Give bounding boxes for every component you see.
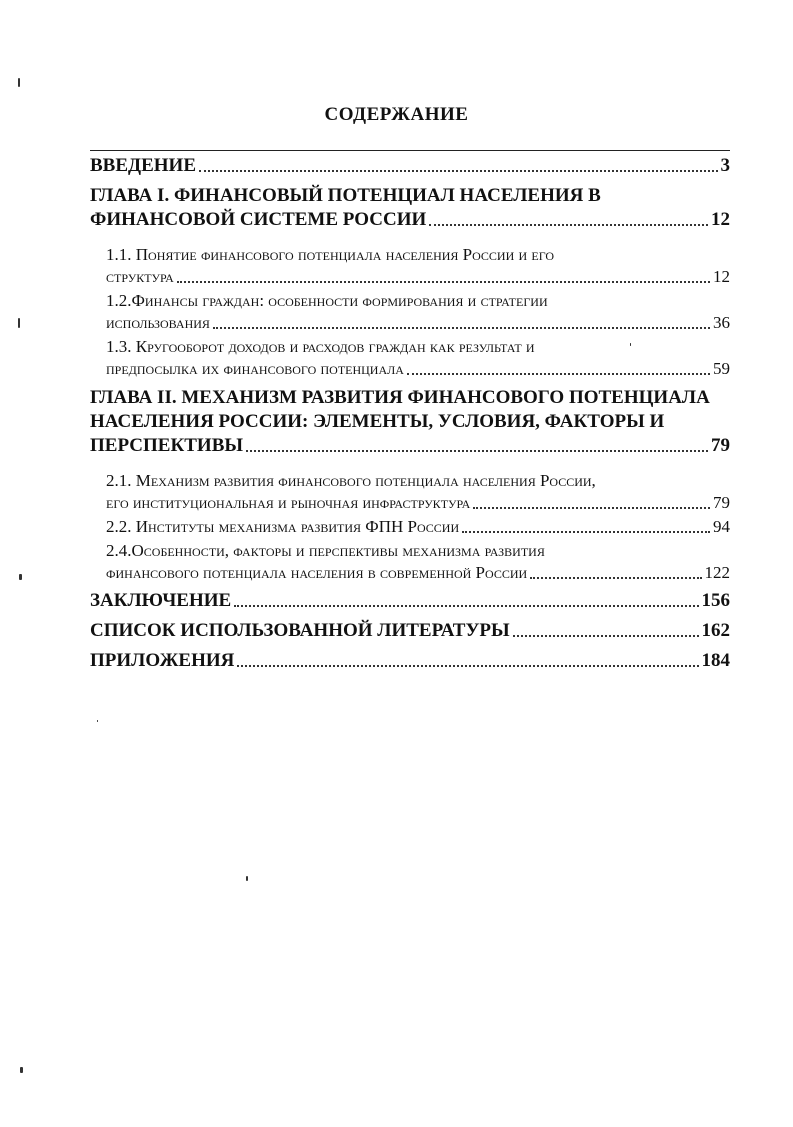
toc-page-number: 12: [711, 209, 730, 230]
toc-page-number: 79: [713, 493, 730, 512]
toc-entry-text: использования: [106, 313, 210, 332]
toc-page-number: 3: [720, 155, 730, 176]
toc-entry-text: ПЕРСПЕКТИВЫ: [90, 435, 244, 456]
toc-page-number: 12: [713, 267, 730, 286]
dot-leader: [177, 281, 710, 283]
toc-chapter-entry: [90, 386, 730, 458]
dot-leader: [429, 224, 708, 226]
dot-leader: [234, 605, 698, 607]
toc-section-entry: [90, 244, 730, 288]
dot-leader: [530, 577, 701, 579]
toc-chapter-entry: [90, 619, 730, 643]
toc-entry-text: ЗАКЛЮЧЕНИЕ: [90, 590, 232, 611]
toc-section-entry: [90, 290, 730, 334]
scan-speck: [630, 343, 631, 346]
toc-entry-text: структура: [106, 267, 174, 286]
toc-entry-text: финансового потенциала населения в современной России: [106, 563, 528, 582]
dot-leader: [407, 373, 710, 375]
toc-chapter-entry: [90, 154, 730, 178]
toc-entry-text: 1.2.Финансы граждан: особенности формирования и стратегии: [106, 291, 548, 310]
scan-speck: [97, 720, 98, 722]
toc-entry-text: 2.1. Механизм развития финансового потенциала населения России,: [106, 471, 596, 490]
toc-entry-text: предпосылка их финансового потенциала: [106, 359, 404, 378]
toc-section-entry: [90, 470, 730, 514]
toc-page-number: 79: [711, 435, 730, 456]
dot-leader: [237, 665, 698, 667]
scan-speck: [20, 1067, 23, 1073]
toc-page-number: 162: [701, 620, 730, 641]
toc-entry-text: ПРИЛОЖЕНИЯ: [90, 650, 235, 671]
dot-leader: [246, 450, 708, 452]
dot-leader: [462, 531, 710, 533]
scan-speck: [19, 574, 22, 580]
toc-chapter-entry: [90, 589, 730, 613]
toc-page-number: 59: [713, 359, 730, 378]
toc-entry-text: 2.2. Институты механизма развития ФПН России: [106, 517, 460, 536]
toc-entry-text: 1.3. Кругооборот доходов и расходов граждан как результат и: [106, 337, 535, 356]
toc-entry-text: его институциональная и рыночная инфраструктура: [106, 493, 471, 512]
toc-section-entry: [90, 336, 730, 380]
toc-chapter-entry: [90, 649, 730, 673]
toc-section-entry: [90, 516, 730, 538]
scan-speck: [18, 78, 20, 87]
toc-section-entry: [90, 540, 730, 584]
toc-page-number: 36: [713, 313, 730, 332]
toc-entry-text: 1.1. Понятие финансового потенциала населения России и его: [106, 245, 555, 264]
dot-leader: [213, 327, 710, 329]
toc-entry-text: ВВЕДЕНИЕ: [90, 155, 196, 176]
dot-leader: [473, 507, 710, 509]
toc-page-number: 156: [701, 590, 730, 611]
table-of-contents: [90, 152, 730, 673]
scan-speck: [18, 318, 20, 328]
toc-page-number: 122: [704, 563, 730, 582]
dot-leader: [513, 635, 699, 637]
toc-entry-text: 2.4.Особенности, факторы и перспективы механизма развития: [106, 541, 545, 560]
title-divider: [90, 150, 730, 151]
scan-speck: [246, 876, 248, 881]
toc-entry-text: ГЛАВА I. ФИНАНСОВЫЙ ПОТЕНЦИАЛ НАСЕЛЕНИЯ В: [90, 185, 601, 206]
toc-entry-text: СПИСОК ИСПОЛЬЗОВАННОЙ ЛИТЕРАТУРЫ: [90, 620, 510, 641]
toc-entry-text: ГЛАВА II. МЕХАНИЗМ РАЗВИТИЯ ФИНАНСОВОГО ПОТЕНЦИАЛА НАСЕЛЕНИЯ РОССИИ: ЭЛЕМЕНТЫ, УСЛОВИЯ, ФАКТОРЫ И: [90, 387, 710, 432]
dot-leader: [199, 170, 718, 172]
toc-chapter-entry: [90, 184, 730, 232]
toc-page-number: 94: [713, 517, 730, 536]
toc-title: СОДЕРЖАНИЕ: [324, 104, 469, 125]
toc-entry-text: ФИНАНСОВОЙ СИСТЕМЕ РОССИИ: [90, 209, 427, 230]
toc-page-number: 184: [701, 650, 730, 671]
